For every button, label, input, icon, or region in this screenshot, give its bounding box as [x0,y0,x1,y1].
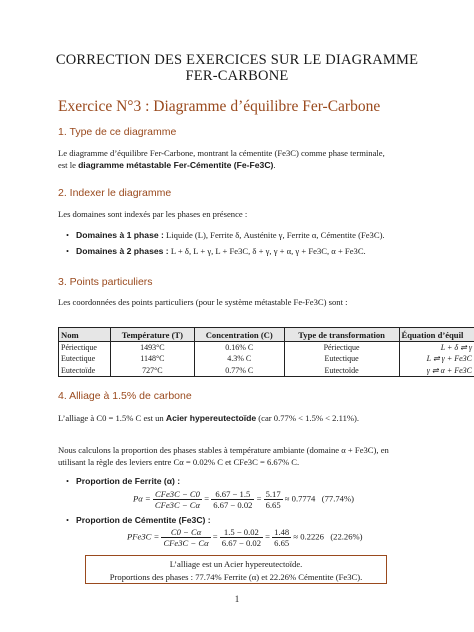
table-header-cell: Type de transformation [284,328,399,342]
conclusion-line-1: L’alliage est un Acier hypereutectoïde. [169,559,303,569]
conclusion-box [85,555,387,584]
fraction-numerator: 1.48 [274,527,290,537]
section-1-text-line-2 [58,159,418,171]
table-cell: 4.3% C [194,353,284,364]
section-4-heading: 4. Alliage à 1.5% de carbone [58,390,192,402]
fraction [220,527,263,548]
fraction [161,527,210,548]
fraction-denominator: 6.65 [274,538,290,548]
table-cell: L + δ ⇌ γ [399,342,474,354]
bullet-dot: • [66,515,70,525]
section-1-text-end: . [273,160,276,170]
fraction-denominator: 6.67 − 0.02 [213,500,253,510]
fraction [211,489,254,510]
fraction-numerator: 1.5 − 0.02 [220,527,263,538]
page-number: 1 [234,594,240,604]
fraction-denominator: CFe3C − Cα [154,500,201,510]
conclusion-line-2: Proportions des phases : 77.74% Ferrite (α) et 22.26% Cémentite (Fe3C). [109,572,363,582]
table-row [59,365,474,377]
table-header-cell: Concentration (C) [194,328,284,342]
cementite-equation: PFe3C = $\frac{C0 - C\alpha}{\text{CFe3C − Cα}}$ = $\frac{1.5 - 0.02}{6.67 - 0.02}$ = $\frac{1.48}{6.65}$ ≈ 0.2226 (22.26%) [127,527,363,548]
table-cell: 727°C [110,365,194,377]
cementite-lhs: PFe3C = [127,531,160,542]
bullet-dot: • [66,246,70,256]
ferrite-label-text: Proportion de Ferrite (α) : [76,476,181,486]
fraction [153,489,202,510]
table-cell: Eutectoïde [284,365,399,377]
table-row [59,342,474,354]
ferrite-proportion-label [66,476,180,486]
table-cell: 0.77% C [194,365,284,377]
ferrite-result: ≈ 0.7774 (77.74%) [284,493,354,504]
table-cell: Eutectoïde [59,365,111,377]
fraction-numerator: 5.17 [265,489,281,499]
section-1-text-line-1: Le diagramme d’équilibre Fer-Carbone, montrant la cémentite (Fe3C) comme phase terminale, [58,148,385,158]
section-4-line-3: utilisant la règle des leviers entre Cα = 0.02% C et CFe3C = 6.67% C. [58,457,300,467]
table-row [59,353,474,364]
table-cell: 1493°C [110,342,194,354]
document-title-line-1: CORRECTION DES EXERCICES SUR LE DIAGRAMME [55,52,419,68]
section-2-heading: 2. Indexer le diagramme [58,187,172,199]
document-title-line-2: FER-CARBONE [185,68,289,84]
table-cell: 1148°C [110,353,194,364]
section-4-line-1-end: (car 0.77% < 1.5% < 2.11%). [256,413,360,423]
table-header-cell: Équation d’équil [399,328,474,342]
section-4-line-2: Nous calculons la proportion des phases stables à température ambiante (domaine α + Fe3C), en [58,445,389,455]
fraction-denominator: CFe3C − Cα [163,538,209,548]
table-header-cell: Nom [59,328,111,342]
bullet-two-phases [66,246,366,256]
fraction-denominator: 6.65 [265,500,281,510]
exercise-title: Exercice N°3 : Diagramme d’équilibre Fer-Carbone [58,98,381,115]
fraction-numerator: CFe3C − C0 [153,489,202,500]
cementite-result: ≈ 0.2226 (22.26%) [293,531,363,542]
section-3-heading: 3. Points particuliers [58,276,153,288]
section-1-heading: 1. Type de ce diagramme [58,126,177,138]
particular-points-table [58,327,474,377]
table-cell: Périectique [284,342,399,354]
section-4-bold-term: Acier hypereutectoïde [165,413,257,423]
fraction [272,527,291,548]
section-4-line-1-start: L’alliage à C0 = 1.5% C est un [58,413,166,423]
fraction-numerator: C0 − Cα [161,527,210,538]
table-cell: Eutectique [59,353,111,364]
table-cell: 0.16% C [194,342,284,354]
bullet-two-phases-label: Domaines à 2 phases : [76,246,169,256]
fraction-numerator: 6.67 − 1.5 [211,489,254,500]
table-header-row [59,328,474,342]
ferrite-equation: Pα = $\frac{\text{CFe3C − C0}}{\text{CFe3C − Cα}}$ = $\frac{6.67 - 1.5}{6.67 - 0.02}$ = $\frac{5.17}{6.65}$ ≈ 0.7774 (77.74%) [133,489,354,510]
fraction [264,489,283,510]
ferrite-lhs: Pα = [133,493,151,504]
bullet-dot: • [66,230,70,240]
section-2-intro: Les domaines sont indexés par les phases en présence : [58,209,248,219]
cementite-label-text: Proportion de Cémentite (Fe3C) : [76,515,211,525]
section-1-text-prefix: est le [58,160,76,170]
bullet-two-phases-text: L + δ, L + γ, L + Fe3C, δ + γ, γ + α, γ + Fe3C, α + Fe3C. [168,246,366,256]
bullet-one-phase [66,230,385,240]
table-cell: L ⇌ γ + Fe3C [399,353,474,364]
table-cell: γ ⇌ α + Fe3C [399,365,474,377]
section-3-intro: Les coordonnées des points particuliers (pour le système métastable Fe-Fe3C) sont : [58,297,348,307]
fraction-denominator: 6.67 − 0.02 [221,538,262,548]
bullet-dot: • [66,476,70,486]
table-cell: Eutectique [284,353,399,364]
table-cell: Périectique [59,342,111,354]
cementite-proportion-label [66,515,211,525]
section-1-bold-term: diagramme métastable Fer-Cémentite (Fe-Fe3C) [78,160,274,170]
section-4-line-1 [58,412,418,424]
bullet-one-phase-text: Liquide (L), Ferrite δ, Austénite γ, Ferrite α, Cémentite (Fe3C). [163,230,385,240]
table-header-cell: Température (T) [110,328,194,342]
bullet-one-phase-label: Domaines à 1 phase : [76,230,164,240]
